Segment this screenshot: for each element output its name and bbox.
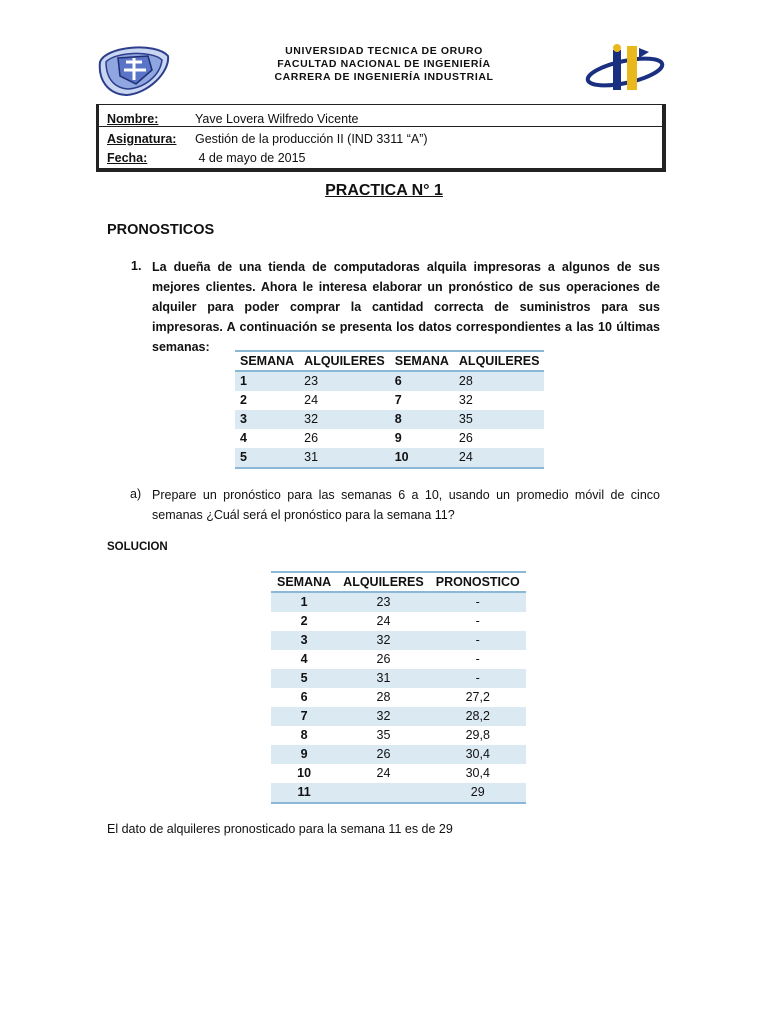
rental-cell: 32 xyxy=(458,393,473,407)
table-row xyxy=(271,707,526,726)
week-cell: 7 xyxy=(271,707,337,726)
rental-cell: 31 xyxy=(337,669,430,688)
solution-heading: SOLUCION xyxy=(107,541,168,553)
table-row xyxy=(271,650,526,669)
name-label: Nombre: xyxy=(107,112,159,126)
university-name: UNIVERSIDAD TECNICA DE ORURO xyxy=(285,45,483,57)
section-heading: PRONOSTICOS xyxy=(107,222,215,238)
rental-cell: 32 xyxy=(299,410,390,429)
week-cell: 6 xyxy=(300,690,308,704)
table-row xyxy=(271,726,526,745)
question-text: La dueña de una tienda de computadoras alquila impresoras a algunos de sus mejores clientes. Ahora le interesa elaborar un pronóstico de sus operaciones de alquiler para poder comprar la cantidad correcta de suministros para sus impresoras. A continuación se presenta los datos correspondientes a las 10 últimas semanas: xyxy=(152,260,660,354)
institution-header xyxy=(200,45,568,84)
table-row xyxy=(271,631,526,650)
week-cell: 8 xyxy=(300,728,308,742)
rental-cell: 23 xyxy=(337,592,430,612)
rental-cell: 26 xyxy=(304,431,319,445)
table-row xyxy=(271,669,526,688)
week-cell: 2 xyxy=(300,614,308,628)
rental-cell xyxy=(337,783,430,803)
week-cell: 1 xyxy=(235,371,299,391)
column-header: ALQUILERES xyxy=(454,351,545,371)
forecast-cell: - xyxy=(475,614,480,628)
rental-cell: 24 xyxy=(376,614,391,628)
column-header: SEMANA xyxy=(235,351,299,371)
rental-cell: 28 xyxy=(376,690,391,704)
rental-cell: 32 xyxy=(337,631,430,650)
column-header: PRONOSTICO xyxy=(430,572,526,592)
week-cell: 1 xyxy=(271,592,337,612)
rental-cell: 32 xyxy=(337,707,430,726)
week-cell: 3 xyxy=(235,410,299,429)
rental-cell: 35 xyxy=(454,410,545,429)
industrial-engineering-logo-icon xyxy=(583,42,667,96)
rental-cell: 24 xyxy=(376,766,391,780)
page-title: PRACTICA N° 1 xyxy=(325,182,443,199)
week-cell: 5 xyxy=(271,669,337,688)
table-row xyxy=(235,391,544,410)
career-name: CARRERA DE INGENIERÍA INDUSTRIAL xyxy=(274,71,494,83)
rental-data-table xyxy=(235,350,544,469)
subject-value: Gestión de la producción II (IND 3311 “A”) xyxy=(195,132,428,146)
forecast-cell: - xyxy=(430,669,526,688)
info-divider xyxy=(98,126,664,127)
sub-question-text: Prepare un pronóstico para las semanas 6 a 10, usando un promedio móvil de cinco semanas ¿Cuál será el pronóstico para la semana 11? xyxy=(152,488,660,522)
forecast-cell: 28,2 xyxy=(430,707,526,726)
rental-cell: 24 xyxy=(304,393,319,407)
table-row xyxy=(235,429,544,448)
table-row xyxy=(235,410,544,429)
rental-cell: 24 xyxy=(454,448,545,468)
conclusion-text: El dato de alquileres pronosticado para la semana 11 es de 29 xyxy=(107,822,453,836)
table-row xyxy=(271,745,526,764)
name-value: Yave Lovera Wilfredo Vicente xyxy=(195,112,359,126)
forecast-cell: 30,4 xyxy=(465,766,490,780)
week-cell: 4 xyxy=(300,652,308,666)
sub-question-label: a) xyxy=(130,487,142,501)
week-cell: 6 xyxy=(390,371,454,391)
week-cell: 10 xyxy=(297,766,312,780)
table-row xyxy=(271,764,526,783)
table-row xyxy=(235,448,544,468)
column-header: SEMANA xyxy=(271,572,337,592)
table-header-row xyxy=(235,351,544,371)
subject-label: Asignatura: xyxy=(107,132,177,146)
date-label: Fecha: xyxy=(107,151,148,165)
column-header: SEMANA xyxy=(390,351,454,371)
column-header: ALQUILERES xyxy=(299,351,390,371)
question-number: 1. xyxy=(131,259,142,273)
rental-cell: 35 xyxy=(376,728,391,742)
forecast-cell: 27,2 xyxy=(465,690,490,704)
week-cell: 2 xyxy=(240,393,247,407)
table-header-row xyxy=(271,572,526,592)
forecast-cell: - xyxy=(475,652,480,666)
forecast-cell: - xyxy=(430,592,526,612)
week-cell: 9 xyxy=(271,745,337,764)
forecast-cell: - xyxy=(430,631,526,650)
week-cell: 10 xyxy=(390,448,454,468)
date-value: 4 de mayo de 2015 xyxy=(195,151,306,165)
rental-cell: 31 xyxy=(299,448,390,468)
rental-cell: 26 xyxy=(376,652,391,666)
week-cell: 3 xyxy=(271,631,337,650)
faculty-name: FACULTAD NACIONAL DE INGENIERÍA xyxy=(277,58,491,70)
table-row xyxy=(271,783,526,803)
week-cell: 9 xyxy=(394,431,402,445)
table-row xyxy=(271,688,526,707)
week-cell: 7 xyxy=(394,393,402,407)
forecast-cell: 29,8 xyxy=(465,728,490,742)
table-row xyxy=(271,592,526,612)
university-crest-icon xyxy=(96,40,172,98)
week-cell: 11 xyxy=(271,783,337,803)
rental-cell: 26 xyxy=(337,745,430,764)
week-cell: 5 xyxy=(235,448,299,468)
week-cell: 8 xyxy=(390,410,454,429)
forecast-cell: 29 xyxy=(430,783,526,803)
table-row xyxy=(235,371,544,391)
rental-cell: 26 xyxy=(458,431,473,445)
rental-cell: 28 xyxy=(454,371,545,391)
column-header: ALQUILERES xyxy=(337,572,430,592)
forecast-table xyxy=(271,571,526,804)
forecast-cell: 30,4 xyxy=(430,745,526,764)
week-cell: 4 xyxy=(240,431,247,445)
rental-cell: 23 xyxy=(299,371,390,391)
table-row xyxy=(271,612,526,631)
